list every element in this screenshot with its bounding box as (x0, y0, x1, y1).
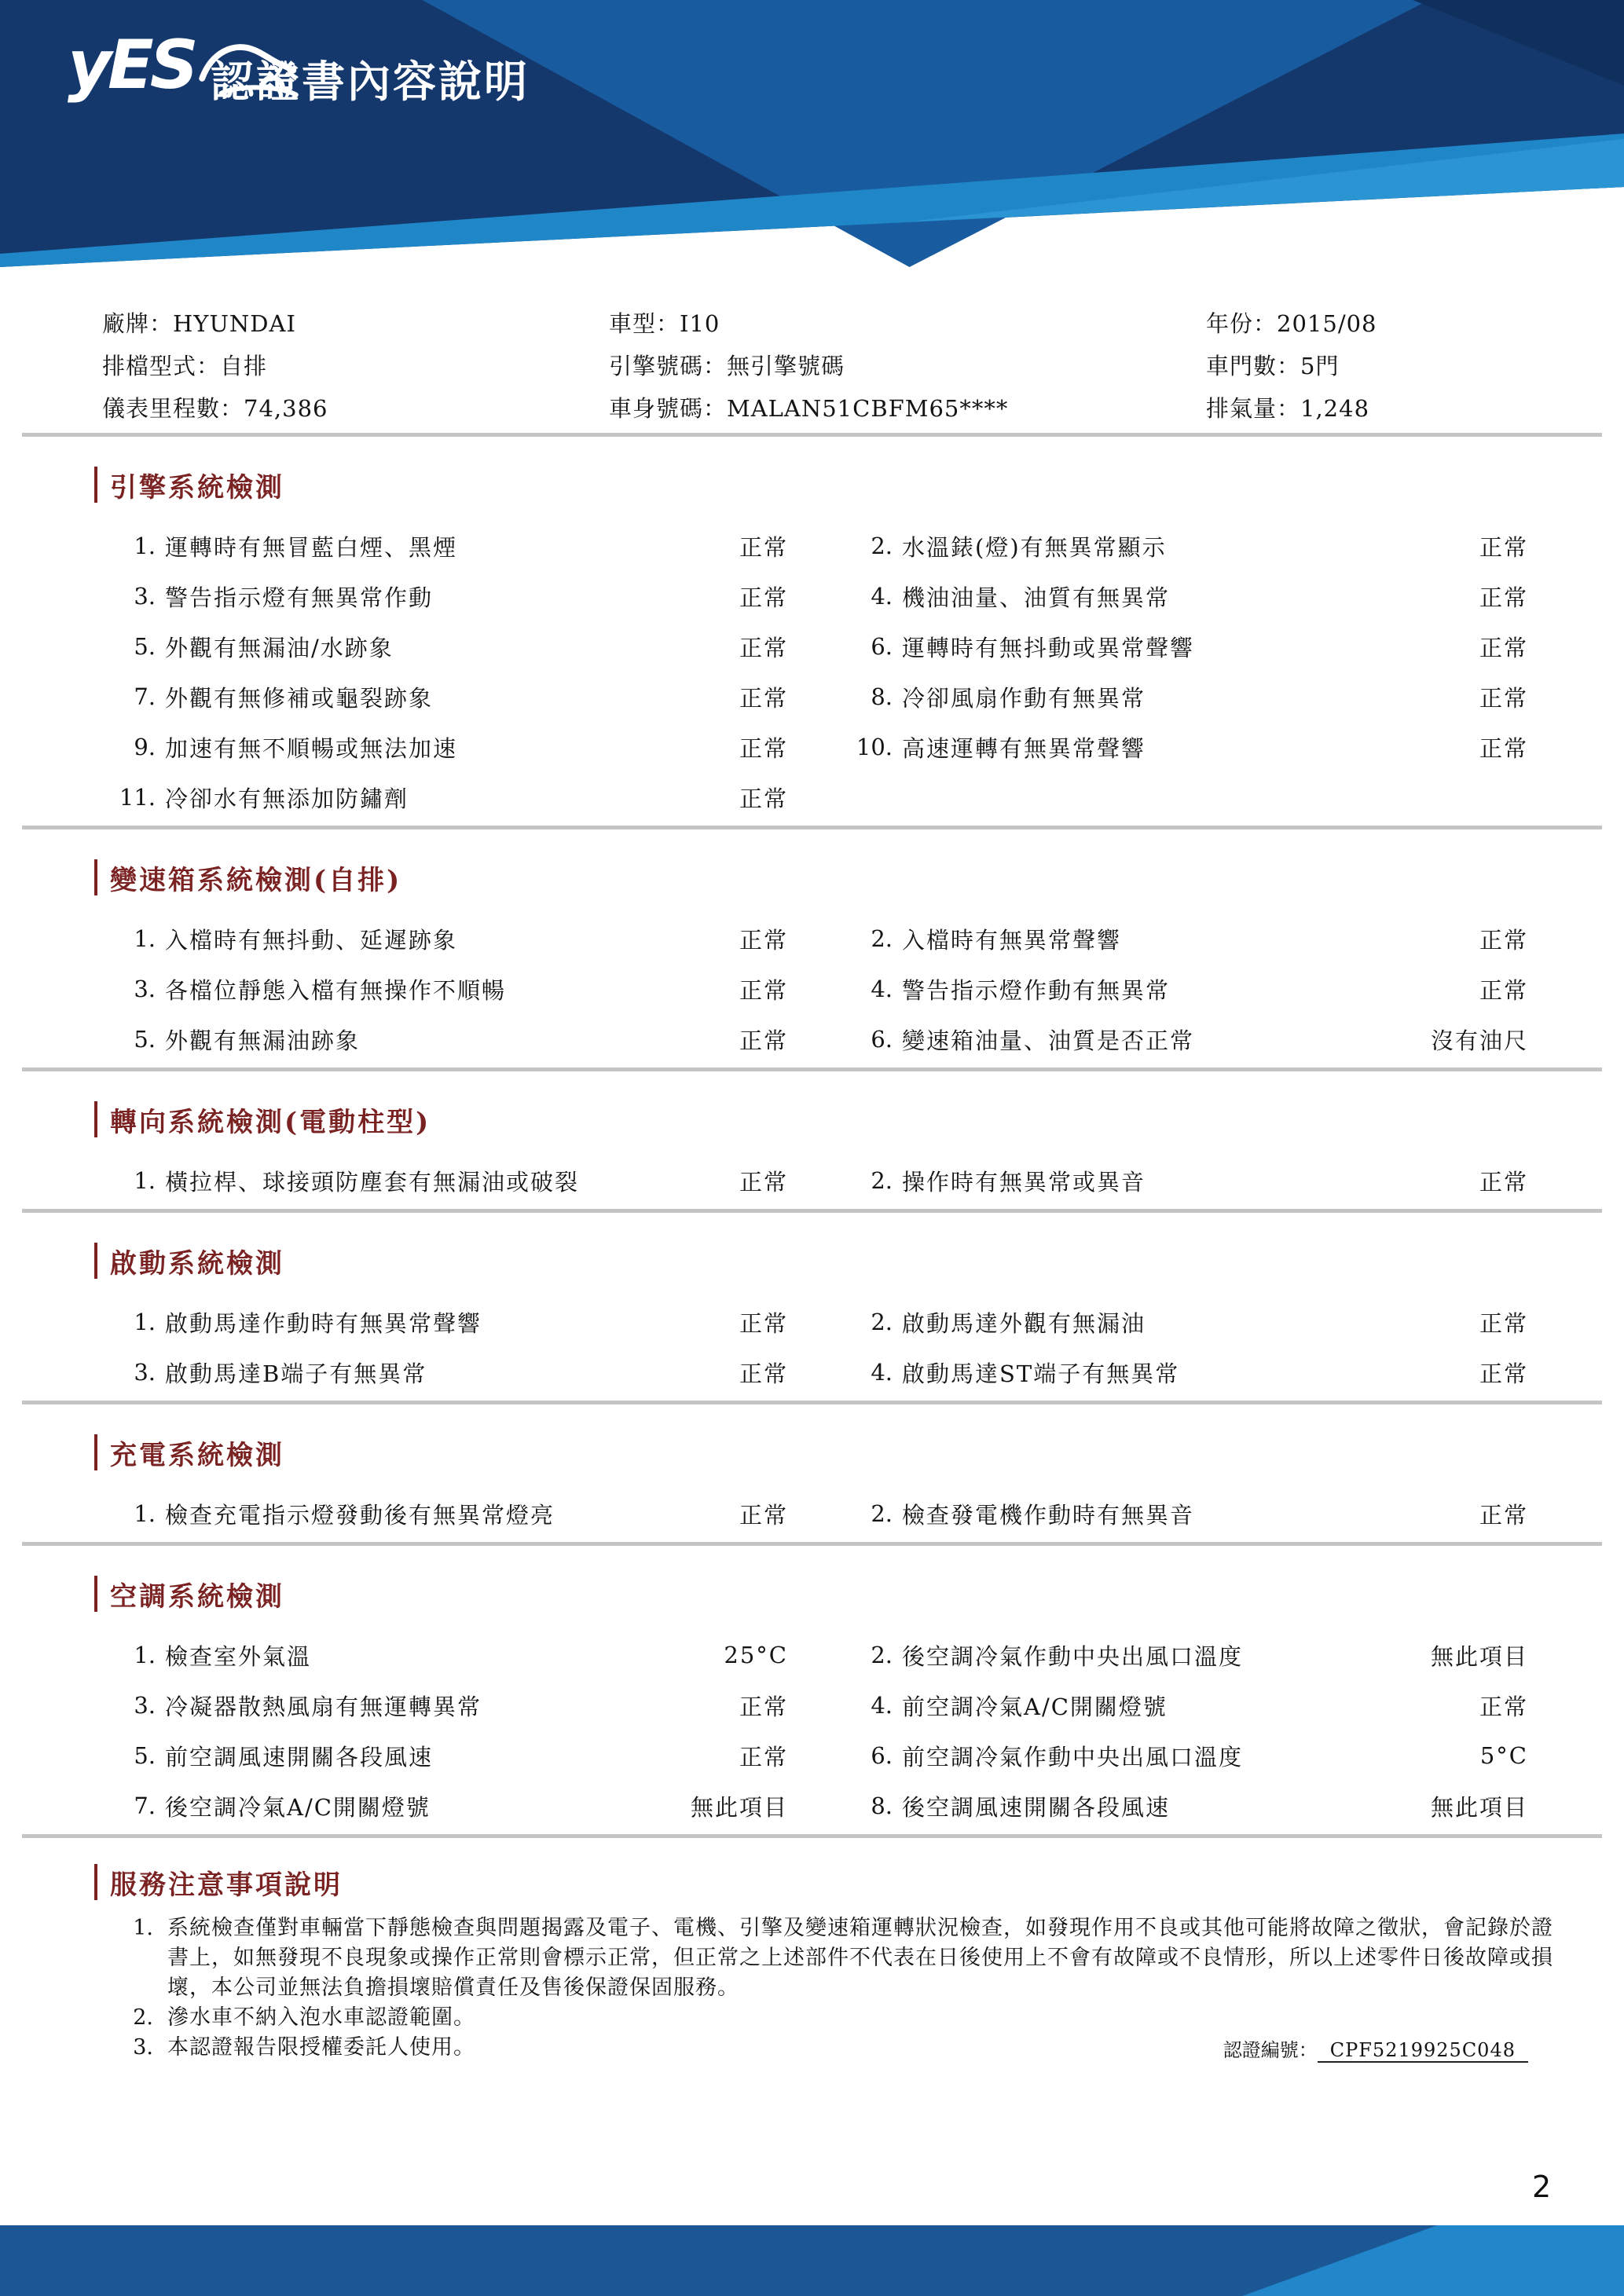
certificate-number-label: 認證編號： (1223, 2039, 1318, 2061)
item-result: 無此項目 (1430, 1642, 1528, 1670)
section-aircon (0, 1546, 1624, 1834)
section-header (94, 1099, 1528, 1140)
check-row (110, 722, 1528, 772)
section-engine (0, 437, 1624, 826)
item-result: 正常 (739, 734, 788, 762)
item-result: 正常 (739, 1743, 788, 1771)
item-number: 1. (134, 1642, 156, 1668)
item-number: 4. (871, 1359, 893, 1386)
section-transmission (0, 829, 1624, 1067)
vehicle-field (1206, 351, 1569, 381)
item-text: 變速箱油量、油質是否正常 (902, 1027, 1195, 1054)
section-header (94, 857, 1528, 898)
item-text: 外觀有無漏油/水跡象 (165, 634, 394, 661)
item-result: 沒有油尺 (1430, 1027, 1528, 1054)
check-row (110, 521, 1528, 571)
item-number: 3. (134, 1359, 156, 1386)
item-number: 6. (871, 1026, 893, 1053)
section-title: 轉向系統檢測(電動柱型) (110, 1106, 431, 1138)
item-number: 2. (871, 1309, 893, 1335)
item-result: 正常 (1479, 926, 1528, 954)
check-rows (110, 1297, 1528, 1397)
field-label: 引擎號碼： (609, 353, 728, 379)
field-label: 車身號碼： (609, 395, 728, 422)
field-value: 74,386 (244, 395, 328, 422)
header-banner (0, 0, 1624, 267)
check-row (110, 1781, 1528, 1831)
item-number: 6. (871, 633, 893, 660)
note-text: 本認證報告限授權委託人使用。 (167, 2035, 475, 2060)
check-row (110, 1680, 1528, 1730)
vehicle-field (609, 394, 1206, 423)
item-number: 7. (134, 1792, 156, 1819)
item-number: 2. (871, 1500, 893, 1527)
note-item (94, 2003, 1569, 2033)
item-text: 檢查發電機作動時有無異音 (902, 1501, 1195, 1529)
item-result: 正常 (1479, 1501, 1528, 1529)
item-text: 運轉時有無抖動或異常聲響 (902, 634, 1195, 661)
item-number: 1. (134, 533, 156, 559)
section-title: 變速箱系統檢測(自排) (110, 864, 402, 896)
section-header (94, 1862, 1569, 1902)
section-starter (0, 1213, 1624, 1401)
item-number: 5. (134, 1026, 156, 1053)
field-value: 自排 (220, 353, 268, 379)
vehicle-field (1206, 309, 1569, 339)
item-number: 1. (134, 1309, 156, 1335)
item-text: 入檔時有無抖動、延遲跡象 (165, 926, 458, 954)
item-result: 正常 (1479, 634, 1528, 661)
check-row (110, 1014, 1528, 1064)
item-result: 正常 (1479, 734, 1528, 762)
item-text: 操作時有無異常或異音 (902, 1168, 1146, 1196)
section-steering (0, 1071, 1624, 1209)
field-label: 儀表里程數： (102, 395, 244, 422)
item-result: 正常 (739, 976, 788, 1004)
vehicle-field (102, 394, 609, 423)
section-title-bar (94, 1434, 97, 1470)
check-row (110, 1489, 1528, 1539)
check-row (110, 571, 1528, 621)
item-result: 25°C (724, 1642, 788, 1668)
check-rows (110, 521, 1528, 822)
item-text: 水溫錶(燈)有無異常顯示 (902, 533, 1167, 561)
vehicle-field (1206, 394, 1569, 423)
check-row (110, 964, 1528, 1014)
section-title: 服務注意事項說明 (110, 1869, 343, 1901)
certificate-number-value: CPF5219925C048 (1318, 2039, 1528, 2063)
field-value: HYUNDAI (173, 310, 296, 337)
item-text: 前空調冷氣A/C開關燈號 (902, 1693, 1168, 1720)
item-result: 正常 (739, 584, 788, 611)
item-result: 正常 (739, 1168, 788, 1196)
item-number: 4. (871, 583, 893, 610)
section-header (94, 1240, 1528, 1281)
item-result: 正常 (1479, 584, 1528, 611)
item-text: 高速運轉有無異常聲響 (902, 734, 1146, 762)
section-title: 充電系統檢測 (110, 1439, 284, 1471)
field-label: 排氣量： (1206, 395, 1301, 422)
footer-banner (0, 2225, 1624, 2296)
item-number: 3. (134, 1692, 156, 1719)
page-number: 2 (1532, 2170, 1552, 2204)
item-text: 冷凝器散熱風扇有無運轉異常 (165, 1693, 482, 1720)
check-row (110, 672, 1528, 722)
item-result: 正常 (739, 1693, 788, 1720)
check-row (110, 1630, 1528, 1680)
item-text: 冷卻風扇作動有無異常 (902, 684, 1146, 712)
item-result: 正常 (739, 684, 788, 712)
section-header (94, 1573, 1528, 1614)
item-result: 正常 (1479, 533, 1528, 561)
check-row (110, 914, 1528, 964)
vehicle-field (102, 351, 609, 381)
item-text: 外觀有無修補或龜裂跡象 (165, 684, 434, 712)
item-number: 2. (871, 533, 893, 559)
section-header (94, 464, 1528, 505)
field-value: MALAN51CBFM65**** (727, 395, 1009, 422)
item-number: 4. (871, 1692, 893, 1719)
item-text: 檢查充電指示燈發動後有無異常燈亮 (165, 1501, 555, 1529)
item-text: 外觀有無漏油跡象 (165, 1027, 361, 1054)
item-number: 8. (871, 683, 893, 710)
item-number: 3. (134, 976, 156, 1002)
note-number: 3. (133, 2035, 153, 2060)
check-rows (110, 1155, 1528, 1206)
field-value: I10 (680, 310, 720, 337)
item-result: 正常 (739, 634, 788, 661)
item-number: 2. (871, 1642, 893, 1668)
section-title-bar (94, 859, 97, 895)
item-result: 正常 (1479, 976, 1528, 1004)
page-title: 認證書內容說明 (211, 57, 530, 107)
item-number: 9. (134, 734, 156, 760)
field-value: 5門 (1300, 353, 1340, 379)
note-item (94, 1913, 1569, 2003)
item-text: 前空調風速開關各段風速 (165, 1743, 434, 1771)
check-row (110, 1347, 1528, 1397)
item-text: 後空調冷氣A/C開關燈號 (165, 1793, 431, 1821)
item-number: 2. (871, 925, 893, 952)
item-text: 啟動馬達作動時有無異常聲響 (165, 1309, 482, 1337)
field-value: 1,248 (1300, 395, 1370, 422)
item-text: 橫拉桿、球接頭防塵套有無漏油或破裂 (165, 1168, 580, 1196)
field-label: 排檔型式： (102, 353, 221, 379)
item-number: 1. (134, 1167, 156, 1194)
item-result: 正常 (1479, 1693, 1528, 1720)
item-text: 後空調冷氣作動中央出風口溫度 (902, 1642, 1244, 1670)
item-result: 無此項目 (1430, 1793, 1528, 1821)
check-row (110, 621, 1528, 672)
yes-logo-text: yES (68, 26, 195, 104)
item-result: 正常 (1479, 1309, 1528, 1337)
item-text: 冷卻水有無添加防鏽劑 (165, 785, 409, 812)
section-title: 啟動系統檢測 (110, 1247, 284, 1280)
note-text: 滲水車不納入泡水車認證範圍。 (167, 2005, 475, 2030)
item-text: 運轉時有無冒藍白煙、黑煙 (165, 533, 458, 561)
item-text: 警告指示燈作動有無異常 (902, 976, 1171, 1004)
check-rows (110, 914, 1528, 1064)
item-text: 啟動馬達外觀有無漏油 (902, 1309, 1146, 1337)
item-result: 正常 (739, 1501, 788, 1529)
section-title-bar (94, 467, 97, 503)
field-label: 車門數： (1206, 353, 1301, 379)
item-number: 6. (871, 1742, 893, 1769)
note-number: 1. (133, 1916, 153, 1940)
vehicle-field (609, 351, 1206, 381)
field-value: 2015/08 (1277, 310, 1377, 337)
item-result: 正常 (739, 533, 788, 561)
item-number: 7. (134, 683, 156, 710)
item-result: 無此項目 (690, 1793, 788, 1821)
item-result: 正常 (739, 926, 788, 954)
item-result: 5°C (1479, 1742, 1528, 1769)
item-number: 5. (134, 1742, 156, 1769)
item-result: 正常 (739, 1309, 788, 1337)
certificate-content (0, 309, 1624, 2062)
check-row (110, 1155, 1528, 1206)
section-title-bar (94, 1864, 97, 1900)
item-text: 檢查室外氣溫 (165, 1642, 312, 1670)
item-result: 正常 (739, 785, 788, 812)
section-title-bar (94, 1101, 97, 1137)
item-number: 3. (134, 583, 156, 610)
item-result: 正常 (739, 1360, 788, 1387)
field-label: 廠牌： (102, 310, 174, 337)
section-service-notes (0, 1838, 1624, 2062)
item-text: 機油油量、油質有無異常 (902, 584, 1171, 611)
item-result: 正常 (739, 1027, 788, 1054)
item-result: 正常 (1479, 684, 1528, 712)
item-number: 5. (134, 633, 156, 660)
check-row (110, 772, 1528, 822)
item-text: 啟動馬達ST端子有無異常 (902, 1360, 1180, 1387)
section-title-bar (94, 1576, 97, 1612)
section-title: 引擎系統檢測 (110, 471, 284, 504)
check-rows (110, 1630, 1528, 1831)
item-text: 警告指示燈有無異常作動 (165, 584, 434, 611)
item-number: 10. (856, 734, 893, 760)
note-number: 2. (133, 2005, 153, 2030)
note-text: 系統檢查僅對車輛當下靜態檢查與問題揭露及電子、電機、引擎及變速箱運轉狀況檢查，如發現作用不良或其他可能將故障之徵狀，會記錄於證書上，如無發現不良現象或操作正常則會標示正常，但正常之上述部件不代表在日後使用上不會有故障或不良情形，所以上述零件日後故障或損壞，本公司並無法負擔損壞賠償責任及售後保證保固服務。 (167, 1916, 1553, 2000)
vehicle-info-grid (0, 309, 1624, 423)
section-charging (0, 1404, 1624, 1542)
section-title: 空調系統檢測 (110, 1580, 284, 1613)
item-number: 1. (134, 925, 156, 952)
check-row (110, 1730, 1528, 1781)
item-text: 入檔時有無異常聲響 (902, 926, 1122, 954)
item-text: 加速有無不順暢或無法加速 (165, 734, 458, 762)
item-text: 前空調冷氣作動中央出風口溫度 (902, 1743, 1244, 1771)
item-result: 正常 (1479, 1168, 1528, 1196)
item-text: 啟動馬達B端子有無異常 (165, 1360, 427, 1387)
item-number: 8. (871, 1792, 893, 1819)
vehicle-field (102, 309, 609, 339)
item-number: 4. (871, 976, 893, 1002)
field-label: 年份： (1206, 310, 1278, 337)
field-label: 車型： (609, 310, 680, 337)
vehicle-field (609, 309, 1206, 339)
item-number: 1. (134, 1500, 156, 1527)
check-rows (110, 1489, 1528, 1539)
item-number: 11. (119, 784, 156, 811)
item-text: 各檔位靜態入檔有無操作不順暢 (165, 976, 507, 1004)
section-header (94, 1432, 1528, 1473)
field-value: 無引擎號碼 (727, 353, 845, 379)
check-row (110, 1297, 1528, 1347)
item-text: 後空調風速開關各段風速 (902, 1793, 1171, 1821)
item-result: 正常 (1479, 1360, 1528, 1387)
section-title-bar (94, 1243, 97, 1279)
item-number: 2. (871, 1167, 893, 1194)
